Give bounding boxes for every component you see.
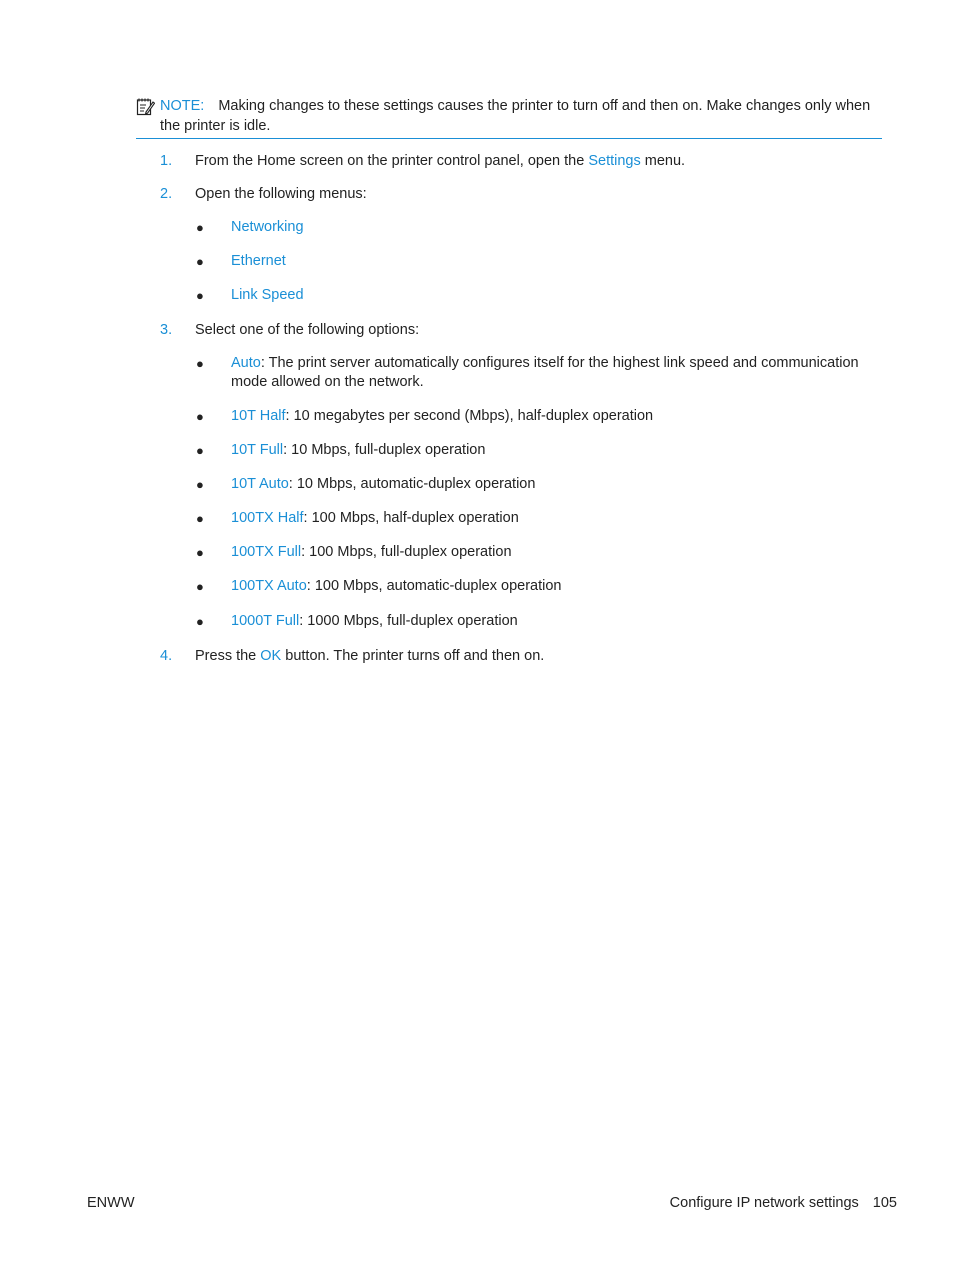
option-10t-full[interactable]: 10T Full [231, 442, 284, 458]
note-label: NOTE: [160, 98, 205, 114]
note-pencil-icon [136, 97, 155, 116]
list-item-option: ● 100TX Auto: 100 Mbps, automatic-duplex operation [196, 578, 562, 594]
bullet-icon: ● [196, 579, 204, 594]
bullet-icon: ● [196, 545, 204, 560]
option-100tx-full[interactable]: 100TX Full [231, 544, 302, 560]
bullet-icon: ● [196, 288, 204, 303]
settings-menu-link[interactable]: Settings [588, 153, 641, 169]
footer-section-title: Configure IP network settings [669, 1195, 859, 1211]
page-number: 105 [872, 1195, 897, 1211]
step-number: 3. [160, 322, 173, 338]
bullet-icon: ● [196, 220, 204, 235]
bullet-icon: ● [196, 254, 204, 269]
footer-section [670, 1193, 897, 1213]
note-callout [136, 96, 882, 139]
list-item-option: ● 1000T Full: 1000 Mbps, full-duplex operation [196, 613, 518, 629]
step-4 [160, 646, 880, 666]
bullet-icon: ● [196, 409, 204, 424]
note-text [160, 96, 882, 136]
bullet-icon: ● [196, 356, 204, 371]
bullet-icon: ● [196, 614, 204, 629]
step-2 [160, 184, 880, 204]
bullet-icon: ● [196, 511, 204, 526]
option-10t-auto[interactable]: 10T Auto [231, 476, 289, 492]
step-number: 1. [160, 153, 173, 169]
step-number: 2. [160, 186, 173, 202]
footer-doc-code: ENWW [87, 1195, 135, 1211]
menu-link-link-speed[interactable]: Link Speed [231, 287, 304, 303]
list-item-menu [196, 252, 866, 271]
step-text: Press the OK button. The printer turns off and then on. [195, 648, 545, 664]
step-text: Select one of the following options: [195, 322, 420, 338]
list-item-option: ● 10T Full: 10 Mbps, full-duplex operation [196, 442, 486, 458]
list-item-menu [196, 218, 866, 237]
list-item-option: ● 100TX Half: 100 Mbps, half-duplex operation [196, 510, 519, 526]
step-text: Open the following menus: [195, 186, 367, 202]
list-item-option: ● 10T Half: 10 megabytes per second (Mbps), half-duplex operation [196, 408, 654, 424]
note-body: Making changes to these settings causes the printer to turn off and then on. Make changes only when the printer is idle. [160, 98, 871, 134]
option-10t-half[interactable]: 10T Half [231, 408, 286, 424]
option-1000t-full[interactable]: 1000T Full [231, 613, 300, 629]
option-100tx-auto[interactable]: 100TX Auto [231, 578, 307, 594]
ok-button-link[interactable]: OK [260, 648, 282, 664]
menu-link-networking[interactable]: Networking [231, 219, 304, 235]
bullet-icon: ● [196, 477, 204, 492]
option-100tx-half[interactable]: 100TX Half [231, 510, 304, 526]
menu-link-ethernet[interactable]: Ethernet [231, 253, 286, 269]
option-auto[interactable]: Auto [231, 355, 261, 371]
step-1 [160, 151, 880, 171]
list-item-option: ● 10T Auto: 10 Mbps, automatic-duplex operation [196, 476, 536, 492]
step-number: 4. [160, 648, 173, 664]
bullet-icon: ● [196, 443, 204, 458]
list-item-option: ● Auto: The print server automatically configures itself for the highest link speed and communication mode allowed on the network. [196, 355, 859, 390]
step-text: From the Home screen on the printer control panel, open the Settings menu. [195, 153, 686, 169]
list-item-menu [196, 286, 866, 305]
step-3 [160, 320, 880, 340]
list-item-option: ● 100TX Full: 100 Mbps, full-duplex operation [196, 544, 512, 560]
